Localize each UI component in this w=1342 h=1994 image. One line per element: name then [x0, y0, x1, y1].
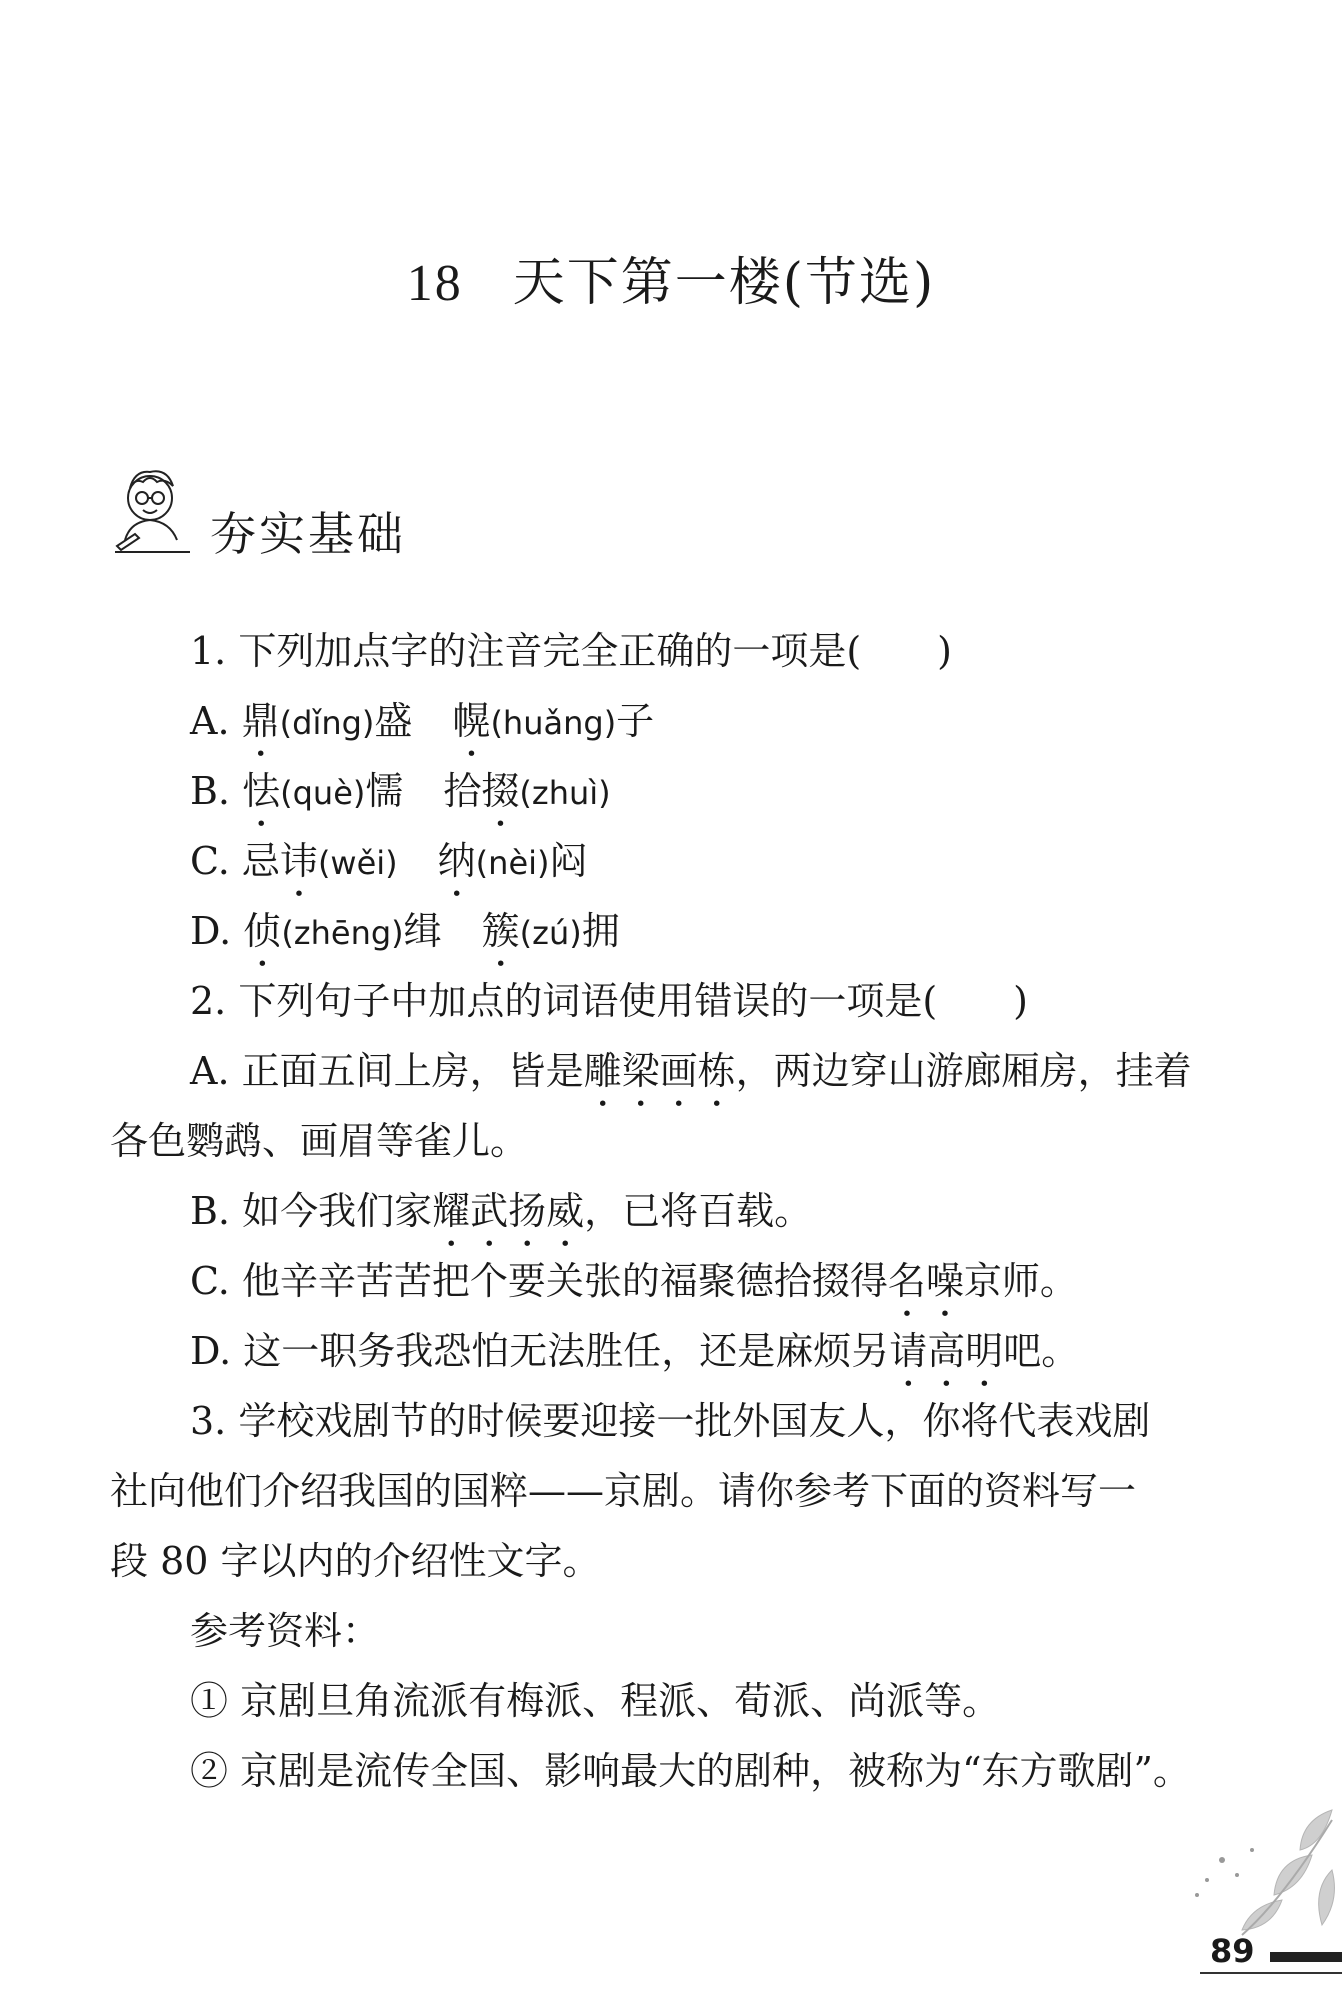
q2-option-a-continued: 各色鹦鹉、画眉等雀儿。 [110, 1119, 529, 1163]
q1-option-d: D. 侦(zhēng)缉 簇(zú)拥 [190, 909, 620, 953]
q3-reference-2: ② 京剧是流传全国、影响最大的剧种，被称为“东方歌剧”。 [190, 1749, 1191, 1793]
page-number: 89 [1210, 1932, 1255, 1970]
q2-option-d: D. 这一职务我恐怕无法胜任，还是麻烦另请高明吧。 [190, 1329, 1080, 1373]
lesson-title: 天下第一楼(节选) [512, 253, 936, 313]
section-header [105, 460, 505, 560]
q1-stem: 1. 下列加点字的注音完全正确的一项是( ) [190, 629, 952, 673]
page-number-rule [1200, 1972, 1342, 1974]
page-title [0, 240, 1342, 315]
q1-option-c: C. 忌讳(wěi) 纳(nèi)闷 [190, 839, 588, 883]
page-number-bar [1270, 1952, 1342, 1962]
q3-reference-1: ① 京剧旦角流派有梅派、程派、荀派、尚派等。 [190, 1679, 1001, 1723]
section-label: 夯实基础 [210, 507, 406, 561]
q1-option-b: B. 怯(què)懦 拾掇(zhuì) [190, 769, 611, 813]
lesson-number: 18 [406, 255, 463, 312]
q2-stem: 2. 下列句子中加点的词语使用错误的一项是( ) [190, 979, 1028, 1023]
q3-line-1: 3. 学校戏剧节的时候要迎接一批外国友人，你将代表戏剧 [190, 1399, 1151, 1443]
q3-line-2: 社向他们介绍我国的国粹——京剧。请你参考下面的资料写一 [110, 1469, 1137, 1513]
q2-option-a: A. 正面五间上房，皆是雕梁画栋，两边穿山游廊厢房，挂着 [190, 1049, 1192, 1093]
q2-option-c: C. 他辛辛苦苦把个要关张的福聚德拾掇得名噪京师。 [190, 1259, 1078, 1303]
q2-option-b: B. 如今我们家耀武扬威，已将百载。 [190, 1189, 813, 1233]
q3-reference-label: 参考资料： [190, 1609, 381, 1653]
leaf-decoration-icon [1182, 1800, 1342, 1940]
reading-person-icon [105, 460, 205, 560]
q1-option-a: A. 鼎(dǐng)盛 幌(huǎng)子 [190, 699, 655, 743]
q3-line-3: 段 80 字以内的介绍性文字。 [110, 1539, 601, 1583]
